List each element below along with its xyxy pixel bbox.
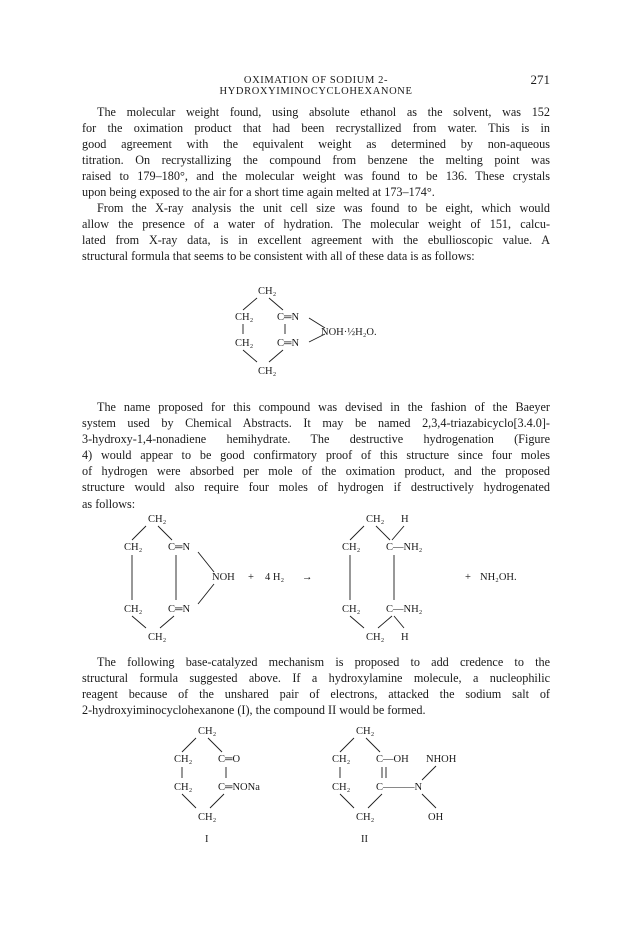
product-right-upper: C—NH₂ (386, 542, 423, 553)
bond-line (376, 526, 390, 540)
hydrogen-reagent: 4 H₂ (265, 572, 285, 583)
text-line: structural formula suggested above. If a hydroxylamine molecule, a nucleophilic (82, 671, 550, 686)
bond-line (350, 616, 364, 628)
text-line: structure would also require four moles of hydrogen if destructively hydrogenated (82, 480, 550, 495)
formula-right-lower: C═N (277, 338, 300, 349)
bond-line (210, 794, 224, 808)
product-top-ch2: CH₂ (366, 514, 385, 525)
product-right-lower: C—NH₂ (386, 604, 423, 615)
product-bottom-ch2: CH₂ (366, 632, 385, 643)
formula-substituent: NOH·½H₂O. (321, 327, 377, 338)
compound-i-right-lower: C═NONa (218, 782, 260, 793)
compound-ii-left-lower: CH₂ (332, 782, 351, 793)
reactant-bottom-ch2: CH₂ (148, 632, 167, 643)
paragraph-xray (82, 200, 550, 264)
plus-sign: + (465, 572, 471, 583)
text-line: for the oximation product that had been recrystallized from water. This is in (82, 121, 550, 136)
bond-line (422, 794, 436, 808)
text-line: titration. On recrystallizing the compound from benzene the melting point was (82, 153, 550, 168)
text-line: allow the presence of a water of hydration. The molecular weight of 151, calcu- (82, 217, 550, 232)
product-left-lower: CH₂ (342, 604, 361, 615)
reactant-right-lower: C═N (168, 604, 191, 615)
bond-line (132, 616, 146, 628)
bond-line (198, 584, 214, 604)
compound-i-left-upper: CH₂ (174, 754, 193, 765)
compound-i-bottom: CH₂ (198, 812, 217, 823)
bond-line (340, 738, 354, 752)
compound-ii-label: II (361, 834, 368, 845)
bond-line (243, 298, 257, 310)
product-left-upper: CH₂ (342, 542, 361, 553)
bond-line (182, 794, 196, 808)
paragraph-nomenclature (82, 399, 550, 512)
compound-ii-right-lower: C———N (376, 782, 423, 793)
bond-line (132, 526, 146, 540)
bond-line (208, 738, 222, 752)
text-line: The name proposed for this compound was devised in the fashion of the Baeyer (97, 400, 550, 414)
bond-line (340, 794, 354, 808)
formula-left-lower: CH₂ (235, 338, 254, 349)
compound-ii-nhoh: NHOH (426, 754, 457, 765)
text-line: upon being exposed to the air for a short time again melted at 173–174°. (82, 185, 435, 200)
bond-line (366, 738, 380, 752)
text-line: as follows: (82, 496, 136, 511)
reaction-arrow: → (302, 572, 313, 583)
compound-i-top: CH₂ (198, 726, 217, 737)
bond-line (158, 526, 172, 540)
bond-line (182, 738, 196, 752)
structural-formula-triazabicyclo (225, 282, 425, 392)
formula-top-ch2: CH₂ (258, 286, 277, 297)
page-number: 271 (530, 72, 550, 87)
paragraph-molecular-weight (82, 104, 550, 201)
bond-line (368, 794, 382, 808)
text-line: good agreement with the equivalent weight as determined by non-aqueous (82, 137, 550, 152)
bond-line (309, 334, 325, 342)
formula-bottom-ch2: CH₂ (258, 366, 277, 377)
text-line: 3-hydroxy-1,4-nonadiene hemihydrate. The destructive hydrogenation (Figure (82, 432, 550, 447)
hydrogenation-equation (110, 510, 530, 645)
text-line: The molecular weight found, using absolute ethanol as the solvent, was 152 (97, 105, 550, 119)
compound-ii-oh: OH (428, 812, 444, 823)
text-line: From the X-ray analysis the unit cell size was found to be eight, which would (97, 201, 550, 215)
reactant-substituent: NOH (212, 572, 235, 583)
text-line: structural formula that seems to be consistent with all of these data is as follows: (82, 249, 475, 264)
text-line: of hydrogen were absorbed per mole of the oximation product, and the proposed (82, 464, 550, 479)
paragraph-mechanism (82, 654, 550, 718)
text-line: 4) would appear to be good confirmatory proof of this structure since four moles (82, 448, 550, 463)
compound-i-right-upper: C═O (218, 754, 241, 765)
compound-i-label: I (205, 834, 209, 845)
running-title: OXIMATION OF SODIUM 2-HYDROXYIMINOCYCLOHEXANONE (219, 75, 413, 97)
bond-line (198, 552, 214, 572)
bond-line (269, 298, 283, 310)
compound-ii-left-upper: CH₂ (332, 754, 351, 765)
text-line: The following base-catalyzed mechanism is proposed to add credence to the (97, 655, 550, 669)
compound-i-left-lower: CH₂ (174, 782, 193, 793)
formula-right-upper: C═N (277, 312, 300, 323)
bond-line (392, 526, 404, 540)
reactant-left-lower: CH₂ (124, 604, 143, 615)
formula-left-upper: CH₂ (235, 312, 254, 323)
reactant-top-ch2: CH₂ (148, 514, 167, 525)
structural-formula-compound-i (160, 722, 300, 872)
product-top-h: H (401, 514, 409, 525)
bond-line (350, 526, 364, 540)
text-line: raised to 179–180°, and the molecular weight was found to be 136. These crystals (82, 169, 550, 184)
reactant-left-upper: CH₂ (124, 542, 143, 553)
text-line: reagent because of the unshared pair of electrons, attacked the sodium salt of (82, 687, 550, 702)
text-line: 2-hydroxyiminocyclohexanone (I), the compound II would be formed. (82, 703, 426, 718)
bond-line (269, 350, 283, 362)
text-line: system used by Chemical Abstracts. It may be named 2,3,4-triazabicyclo[3.4.0]- (82, 416, 550, 431)
compound-ii-top: CH₂ (356, 726, 375, 737)
structural-formula-compound-ii (318, 722, 478, 872)
bond-line (422, 766, 436, 780)
bond-line (243, 350, 257, 362)
bond-line (160, 616, 174, 628)
compound-ii-bottom: CH₂ (356, 812, 375, 823)
reactant-right-upper: C═N (168, 542, 191, 553)
hydroxylamine-byproduct: NH₂OH. (480, 572, 517, 583)
plus-sign: + (248, 572, 254, 583)
bond-line (394, 616, 404, 628)
compound-ii-right-upper: C—OH (376, 754, 409, 765)
bond-line (378, 616, 392, 628)
text-line: lated from X-ray data, is in excellent agreement with the ebullioscopic value. A (82, 233, 550, 248)
product-bottom-h: H (401, 632, 409, 643)
